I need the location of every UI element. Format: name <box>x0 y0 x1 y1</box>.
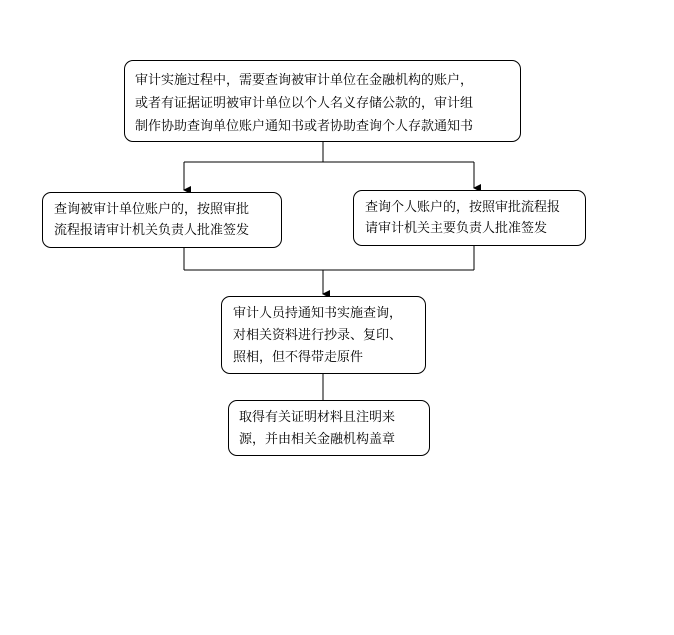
node-execute-query: 审计人员持通知书实施查询， 对相关资料进行抄录、复印、 照相，但不得带走原件 <box>221 296 426 374</box>
node-audit-start: 审计实施过程中，需要查询被审计单位在金融机构的账户， 或者有证据证明被审计单位以个人名义存储公款的，审计组 制作协助查询单位账户通知书或者协助查询个人存款通知书 <box>124 60 521 142</box>
node-unit-account-query: 查询被审计单位账户的，按照审批 流程报请审计机关负责人批准签发 <box>42 192 282 248</box>
node-personal-account-query: 查询个人账户的，按照审批流程报 请审计机关主要负责人批准签发 <box>353 190 586 246</box>
node-obtain-proof: 取得有关证明材料且注明来 源，并由相关金融机构盖章 <box>228 400 430 456</box>
